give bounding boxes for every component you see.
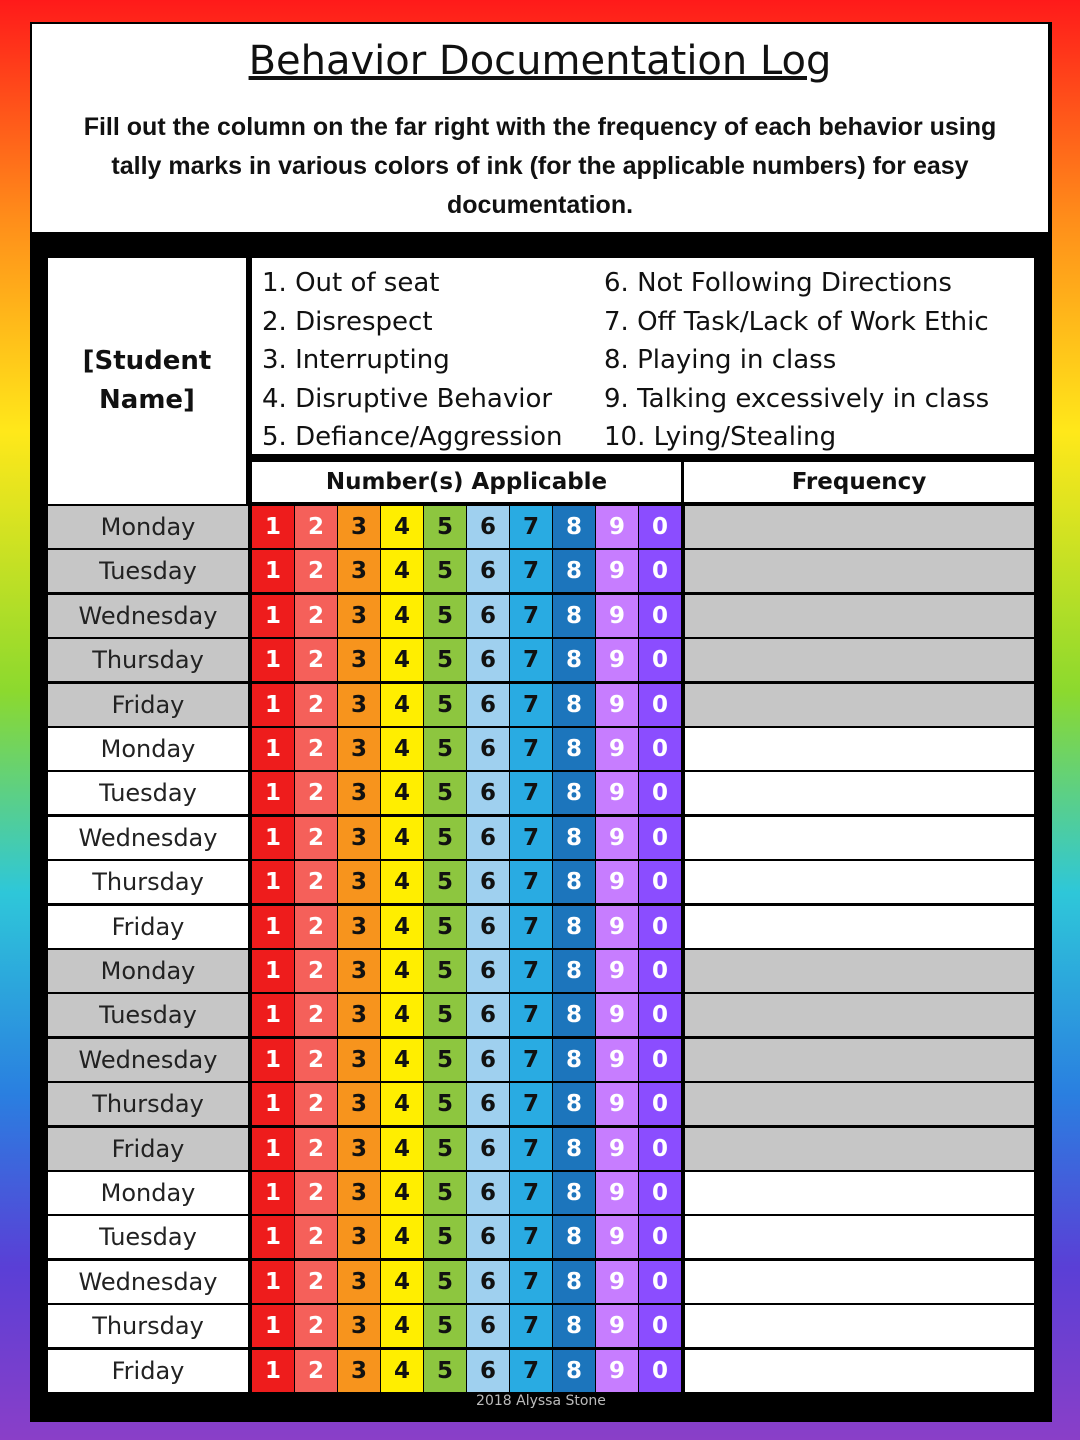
behavior-number-cell[interactable]: 7 bbox=[510, 1305, 552, 1347]
behavior-number-cell[interactable]: 1 bbox=[252, 550, 294, 592]
behavior-number-cell[interactable]: 9 bbox=[596, 506, 638, 548]
frequency-cell[interactable] bbox=[685, 1083, 1034, 1125]
behavior-number-cell[interactable]: 4 bbox=[381, 950, 423, 992]
behavior-item: 9. Talking excessively in class bbox=[604, 383, 990, 414]
behavior-number-cell[interactable]: 1 bbox=[252, 595, 294, 637]
behavior-number-cell[interactable]: 0 bbox=[639, 1128, 681, 1170]
behavior-number-cell[interactable]: 5 bbox=[424, 1172, 466, 1214]
behavior-number-cell[interactable]: 9 bbox=[596, 1216, 638, 1258]
day-label: Monday bbox=[48, 1172, 248, 1214]
behavior-number-cell[interactable]: 4 bbox=[381, 684, 423, 726]
behavior-number-cell[interactable]: 1 bbox=[252, 994, 294, 1036]
behavior-number-cell[interactable]: 3 bbox=[338, 506, 380, 548]
behavior-number-cell[interactable]: 3 bbox=[338, 639, 380, 681]
behavior-number-cell[interactable]: 8 bbox=[553, 506, 595, 548]
behavior-number-cell[interactable]: 6 bbox=[467, 1261, 509, 1303]
behavior-number-cell[interactable]: 2 bbox=[295, 506, 337, 548]
frequency-cell[interactable] bbox=[685, 639, 1034, 681]
day-label: Friday bbox=[48, 1128, 248, 1170]
day-label: Thursday bbox=[48, 861, 248, 903]
behavior-number-cell[interactable]: 8 bbox=[553, 861, 595, 903]
behavior-number-cell[interactable]: 2 bbox=[295, 1350, 337, 1392]
behavior-number-cell[interactable]: 2 bbox=[295, 684, 337, 726]
behavior-number-cell[interactable]: 8 bbox=[553, 595, 595, 637]
behavior-number-cell[interactable]: 9 bbox=[596, 728, 638, 770]
behavior-number-cell[interactable]: 6 bbox=[467, 1039, 509, 1081]
behavior-number-cell[interactable]: 5 bbox=[424, 772, 466, 814]
behavior-number-cell[interactable]: 7 bbox=[510, 639, 552, 681]
student-name-cell[interactable] bbox=[48, 258, 246, 504]
frequency-cell[interactable] bbox=[685, 906, 1034, 948]
behavior-number-cell[interactable]: 8 bbox=[553, 1083, 595, 1125]
behavior-number-cell[interactable]: 4 bbox=[381, 772, 423, 814]
frequency-cell[interactable] bbox=[685, 950, 1034, 992]
behavior-number-cell[interactable]: 9 bbox=[596, 1261, 638, 1303]
behavior-number-cell[interactable]: 2 bbox=[295, 550, 337, 592]
behavior-number-cell[interactable]: 3 bbox=[338, 1216, 380, 1258]
behavior-number-cell[interactable]: 7 bbox=[510, 772, 552, 814]
behavior-item: 6. Not Following Directions bbox=[604, 268, 952, 298]
behavior-number-cell[interactable]: 7 bbox=[510, 1083, 552, 1125]
behavior-number-cell[interactable]: 7 bbox=[510, 1216, 552, 1258]
behavior-number-cell[interactable]: 3 bbox=[338, 950, 380, 992]
behavior-number-cell[interactable]: 4 bbox=[381, 595, 423, 637]
behavior-number-cell[interactable]: 0 bbox=[639, 506, 681, 548]
behavior-number-cell[interactable]: 0 bbox=[639, 1039, 681, 1081]
behavior-number-cell[interactable]: 9 bbox=[596, 1039, 638, 1081]
behavior-number-cell[interactable]: 6 bbox=[467, 906, 509, 948]
legend-column-left bbox=[262, 264, 563, 457]
behavior-number-cell[interactable]: 6 bbox=[467, 1128, 509, 1170]
behavior-number-cell[interactable]: 1 bbox=[252, 1261, 294, 1303]
behavior-number-cell[interactable]: 1 bbox=[252, 1216, 294, 1258]
behavior-number-cell[interactable]: 8 bbox=[553, 817, 595, 859]
behavior-number-cell[interactable]: 2 bbox=[295, 728, 337, 770]
behavior-number-cell[interactable]: 8 bbox=[553, 950, 595, 992]
behavior-number-cell[interactable]: 8 bbox=[553, 1305, 595, 1347]
behavior-item: 2. Disrespect bbox=[262, 306, 433, 337]
day-label: Monday bbox=[48, 506, 248, 548]
behavior-number-cell[interactable]: 1 bbox=[252, 506, 294, 548]
day-label: Wednesday bbox=[48, 1261, 248, 1303]
behavior-number-cell[interactable]: 9 bbox=[596, 1083, 638, 1125]
behavior-number-cell[interactable]: 5 bbox=[424, 994, 466, 1036]
behavior-number-cell[interactable]: 9 bbox=[596, 817, 638, 859]
behavior-number-cell[interactable]: 7 bbox=[510, 861, 552, 903]
behavior-number-cell[interactable]: 7 bbox=[510, 817, 552, 859]
behavior-number-cell[interactable]: 0 bbox=[639, 1083, 681, 1125]
day-label: Monday bbox=[48, 728, 248, 770]
behavior-number-cell[interactable]: 5 bbox=[424, 728, 466, 770]
frequency-cell[interactable] bbox=[685, 1172, 1034, 1214]
header-numbers-applicable: Number(s) Applicable bbox=[252, 462, 681, 502]
behavior-number-cell[interactable]: 0 bbox=[639, 906, 681, 948]
behavior-number-cell[interactable]: 5 bbox=[424, 684, 466, 726]
day-label: Tuesday bbox=[48, 550, 248, 592]
behavior-number-cell[interactable]: 4 bbox=[381, 906, 423, 948]
behavior-number-cell[interactable]: 8 bbox=[553, 639, 595, 681]
instructions-text: Fill out the column on the far right with the frequency of each behavior using tally marks in various colors of ink (for the applicable numbers) for easy documentation. bbox=[83, 113, 997, 219]
behavior-number-cell[interactable]: 5 bbox=[424, 1261, 466, 1303]
behavior-item: 3. Interrupting bbox=[262, 345, 450, 375]
frequency-cell[interactable] bbox=[685, 1350, 1034, 1392]
legend-column-right bbox=[604, 264, 989, 457]
behavior-number-cell[interactable]: 2 bbox=[295, 1172, 337, 1214]
behavior-number-cell[interactable]: 0 bbox=[639, 639, 681, 681]
behavior-number-cell[interactable]: 7 bbox=[510, 550, 552, 592]
behavior-number-cell[interactable]: 3 bbox=[338, 550, 380, 592]
behavior-number-cell[interactable]: 8 bbox=[553, 1039, 595, 1081]
behavior-number-cell[interactable]: 0 bbox=[639, 1216, 681, 1258]
behavior-number-cell[interactable]: 8 bbox=[553, 772, 595, 814]
behavior-number-cell[interactable]: 5 bbox=[424, 906, 466, 948]
frequency-cell[interactable] bbox=[685, 1039, 1034, 1081]
behavior-number-cell[interactable]: 5 bbox=[424, 1083, 466, 1125]
behavior-number-cell[interactable]: 6 bbox=[467, 595, 509, 637]
behavior-item: 5. Defiance/Aggression bbox=[262, 422, 563, 452]
frequency-cell[interactable] bbox=[685, 994, 1034, 1036]
behavior-number-cell[interactable]: 6 bbox=[467, 1172, 509, 1214]
behavior-number-cell[interactable]: 5 bbox=[424, 550, 466, 592]
behavior-number-cell[interactable]: 2 bbox=[295, 817, 337, 859]
behavior-number-cell[interactable]: 7 bbox=[510, 994, 552, 1036]
behavior-number-cell[interactable]: 6 bbox=[467, 728, 509, 770]
frequency-cell[interactable] bbox=[685, 772, 1034, 814]
behavior-number-cell[interactable]: 0 bbox=[639, 950, 681, 992]
behavior-item: 10. Lying/Stealing bbox=[604, 422, 837, 452]
behavior-number-cell[interactable]: 2 bbox=[295, 1261, 337, 1303]
behavior-number-cell[interactable]: 3 bbox=[338, 1083, 380, 1125]
behavior-number-cell[interactable]: 1 bbox=[252, 1039, 294, 1081]
behavior-number-cell[interactable]: 3 bbox=[338, 1128, 380, 1170]
behavior-number-cell[interactable]: 5 bbox=[424, 639, 466, 681]
day-label: Friday bbox=[48, 906, 248, 948]
behavior-number-cell[interactable]: 7 bbox=[510, 684, 552, 726]
behavior-number-cell[interactable]: 9 bbox=[596, 772, 638, 814]
behavior-number-cell[interactable]: 6 bbox=[467, 994, 509, 1036]
behavior-number-cell[interactable]: 3 bbox=[338, 684, 380, 726]
behavior-number-cell[interactable]: 7 bbox=[510, 950, 552, 992]
frequency-cell[interactable] bbox=[685, 506, 1034, 548]
behavior-log-sheet bbox=[30, 22, 1052, 1422]
behavior-number-cell[interactable]: 6 bbox=[467, 1350, 509, 1392]
behavior-number-cell[interactable]: 8 bbox=[553, 728, 595, 770]
behavior-number-cell[interactable]: 1 bbox=[252, 1128, 294, 1170]
behavior-number-cell[interactable]: 0 bbox=[639, 550, 681, 592]
behavior-number-cell[interactable]: 4 bbox=[381, 994, 423, 1036]
day-label: Wednesday bbox=[48, 595, 248, 637]
header-box bbox=[32, 24, 1048, 232]
behavior-number-cell[interactable]: 8 bbox=[553, 994, 595, 1036]
behavior-number-cell[interactable]: 6 bbox=[467, 772, 509, 814]
behavior-number-cell[interactable]: 9 bbox=[596, 994, 638, 1036]
behavior-number-cell[interactable]: 0 bbox=[639, 1305, 681, 1347]
behavior-number-cell[interactable]: 7 bbox=[510, 1039, 552, 1081]
behavior-number-cell[interactable]: 0 bbox=[639, 772, 681, 814]
behavior-item: 8. Playing in class bbox=[604, 345, 837, 375]
behavior-number-cell[interactable]: 1 bbox=[252, 950, 294, 992]
behavior-item: 4. Disruptive Behavior bbox=[262, 383, 553, 414]
behavior-number-cell[interactable]: 2 bbox=[295, 1039, 337, 1081]
behavior-number-cell[interactable]: 9 bbox=[596, 550, 638, 592]
behavior-number-cell[interactable]: 5 bbox=[424, 1128, 466, 1170]
frequency-cell[interactable] bbox=[685, 1216, 1034, 1258]
behavior-number-cell[interactable]: 3 bbox=[338, 994, 380, 1036]
behavior-number-cell[interactable]: 6 bbox=[467, 861, 509, 903]
frequency-cell[interactable] bbox=[685, 550, 1034, 592]
day-label: Friday bbox=[48, 684, 248, 726]
behavior-number-cell[interactable]: 3 bbox=[338, 728, 380, 770]
behavior-number-cell[interactable]: 5 bbox=[424, 950, 466, 992]
behavior-number-cell[interactable]: 3 bbox=[338, 772, 380, 814]
behavior-number-cell[interactable]: 9 bbox=[596, 1128, 638, 1170]
behavior-number-cell[interactable]: 4 bbox=[381, 1216, 423, 1258]
behavior-number-cell[interactable]: 6 bbox=[467, 1305, 509, 1347]
behavior-number-cell[interactable]: 2 bbox=[295, 639, 337, 681]
frequency-cell[interactable] bbox=[685, 1128, 1034, 1170]
behavior-number-cell[interactable]: 2 bbox=[295, 1305, 337, 1347]
behavior-number-cell[interactable]: 0 bbox=[639, 1350, 681, 1392]
behavior-number-cell[interactable]: 2 bbox=[295, 1083, 337, 1125]
behavior-number-cell[interactable]: 7 bbox=[510, 1172, 552, 1214]
behavior-number-cell[interactable]: 4 bbox=[381, 550, 423, 592]
behavior-number-cell[interactable]: 6 bbox=[467, 817, 509, 859]
day-label: Thursday bbox=[48, 1083, 248, 1125]
behavior-number-cell[interactable]: 7 bbox=[510, 595, 552, 637]
behavior-number-cell[interactable]: 9 bbox=[596, 1172, 638, 1214]
behavior-number-cell[interactable]: 3 bbox=[338, 1039, 380, 1081]
behavior-number-cell[interactable]: 0 bbox=[639, 861, 681, 903]
behavior-number-cell[interactable]: 2 bbox=[295, 994, 337, 1036]
behavior-number-cell[interactable]: 5 bbox=[424, 1350, 466, 1392]
behavior-number-cell[interactable]: 4 bbox=[381, 1128, 423, 1170]
behavior-number-cell[interactable]: 7 bbox=[510, 728, 552, 770]
behavior-number-cell[interactable]: 4 bbox=[381, 1350, 423, 1392]
behavior-number-cell[interactable]: 8 bbox=[553, 1350, 595, 1392]
behavior-number-cell[interactable]: 6 bbox=[467, 950, 509, 992]
behavior-number-cell[interactable]: 1 bbox=[252, 684, 294, 726]
behavior-number-cell[interactable]: 8 bbox=[553, 550, 595, 592]
behavior-number-cell[interactable]: 1 bbox=[252, 1305, 294, 1347]
behavior-number-cell[interactable]: 4 bbox=[381, 1083, 423, 1125]
behavior-number-cell[interactable]: 4 bbox=[381, 639, 423, 681]
behavior-number-cell[interactable]: 3 bbox=[338, 817, 380, 859]
behavior-number-cell[interactable]: 6 bbox=[467, 506, 509, 548]
behavior-item: 1. Out of seat bbox=[262, 268, 440, 298]
behavior-number-cell[interactable]: 1 bbox=[252, 1083, 294, 1125]
behavior-number-cell[interactable]: 8 bbox=[553, 684, 595, 726]
behavior-number-cell[interactable]: 7 bbox=[510, 506, 552, 548]
frequency-cell[interactable] bbox=[685, 595, 1034, 637]
behavior-number-cell[interactable]: 9 bbox=[596, 861, 638, 903]
behavior-number-cell[interactable]: 2 bbox=[295, 1216, 337, 1258]
behavior-number-cell[interactable]: 1 bbox=[252, 772, 294, 814]
behavior-number-cell[interactable]: 4 bbox=[381, 1172, 423, 1214]
behavior-number-cell[interactable]: 6 bbox=[467, 550, 509, 592]
behavior-number-cell[interactable]: 9 bbox=[596, 639, 638, 681]
behavior-legend bbox=[252, 258, 1034, 454]
behavior-number-cell[interactable]: 2 bbox=[295, 1128, 337, 1170]
page-title: Behavior Documentation Log bbox=[248, 38, 832, 84]
behavior-number-cell[interactable]: 4 bbox=[381, 506, 423, 548]
behavior-number-cell[interactable]: 2 bbox=[295, 861, 337, 903]
behavior-number-cell[interactable]: 0 bbox=[639, 817, 681, 859]
behavior-number-cell[interactable]: 8 bbox=[553, 906, 595, 948]
behavior-number-cell[interactable]: 4 bbox=[381, 728, 423, 770]
behavior-number-cell[interactable]: 1 bbox=[252, 1172, 294, 1214]
behavior-number-cell[interactable]: 3 bbox=[338, 595, 380, 637]
behavior-number-cell[interactable]: 6 bbox=[467, 684, 509, 726]
behavior-number-cell[interactable]: 1 bbox=[252, 639, 294, 681]
behavior-number-cell[interactable]: 9 bbox=[596, 950, 638, 992]
day-label: Monday bbox=[48, 950, 248, 992]
frequency-cell[interactable] bbox=[685, 817, 1034, 859]
behavior-number-cell[interactable]: 8 bbox=[553, 1172, 595, 1214]
day-label: Wednesday bbox=[48, 1039, 248, 1081]
behavior-number-cell[interactable]: 5 bbox=[424, 1216, 466, 1258]
behavior-number-cell[interactable]: 0 bbox=[639, 1172, 681, 1214]
day-label: Tuesday bbox=[48, 1216, 248, 1258]
behavior-number-cell[interactable]: 7 bbox=[510, 1128, 552, 1170]
behavior-number-cell[interactable]: 3 bbox=[338, 906, 380, 948]
behavior-number-cell[interactable]: 0 bbox=[639, 728, 681, 770]
behavior-number-cell[interactable]: 3 bbox=[338, 861, 380, 903]
behavior-number-cell[interactable]: 7 bbox=[510, 1350, 552, 1392]
behavior-number-cell[interactable]: 4 bbox=[381, 861, 423, 903]
frequency-cell[interactable] bbox=[685, 1305, 1034, 1347]
behavior-number-cell[interactable]: 4 bbox=[381, 1039, 423, 1081]
day-label: Friday bbox=[48, 1350, 248, 1392]
header-frequency: Frequency bbox=[684, 462, 1034, 502]
behavior-number-cell[interactable]: 3 bbox=[338, 1172, 380, 1214]
behavior-number-cell[interactable]: 6 bbox=[467, 639, 509, 681]
behavior-number-cell[interactable]: 0 bbox=[639, 1261, 681, 1303]
behavior-number-cell[interactable]: 6 bbox=[467, 1083, 509, 1125]
behavior-number-cell[interactable]: 5 bbox=[424, 1305, 466, 1347]
frequency-cell[interactable] bbox=[685, 861, 1034, 903]
behavior-number-cell[interactable]: 8 bbox=[553, 1216, 595, 1258]
behavior-number-cell[interactable]: 2 bbox=[295, 772, 337, 814]
behavior-number-cell[interactable]: 5 bbox=[424, 506, 466, 548]
behavior-number-cell[interactable]: 9 bbox=[596, 1350, 638, 1392]
behavior-number-cell[interactable]: 4 bbox=[381, 1305, 423, 1347]
behavior-number-cell[interactable]: 0 bbox=[639, 595, 681, 637]
behavior-number-cell[interactable]: 9 bbox=[596, 906, 638, 948]
behavior-number-cell[interactable]: 9 bbox=[596, 595, 638, 637]
behavior-number-cell[interactable]: 5 bbox=[424, 1039, 466, 1081]
day-label: Thursday bbox=[48, 639, 248, 681]
behavior-number-cell[interactable]: 0 bbox=[639, 684, 681, 726]
copyright-footer: 2018 Alyssa Stone bbox=[476, 1393, 606, 1409]
behavior-item: 7. Off Task/Lack of Work Ethic bbox=[604, 306, 989, 337]
behavior-number-cell[interactable]: 1 bbox=[252, 906, 294, 948]
behavior-number-cell[interactable]: 5 bbox=[424, 861, 466, 903]
student-name-label: [Student Name] bbox=[82, 346, 212, 415]
frequency-cell[interactable] bbox=[685, 728, 1034, 770]
day-label: Tuesday bbox=[48, 994, 248, 1036]
behavior-number-cell[interactable]: 4 bbox=[381, 1261, 423, 1303]
behavior-number-cell[interactable]: 5 bbox=[424, 595, 466, 637]
behavior-number-cell[interactable]: 1 bbox=[252, 1350, 294, 1392]
behavior-number-cell[interactable]: 6 bbox=[467, 1216, 509, 1258]
behavior-number-cell[interactable]: 7 bbox=[510, 906, 552, 948]
behavior-number-cell[interactable]: 7 bbox=[510, 1261, 552, 1303]
behavior-number-cell[interactable]: 0 bbox=[639, 994, 681, 1036]
frequency-cell[interactable] bbox=[685, 1261, 1034, 1303]
behavior-number-cell[interactable]: 2 bbox=[295, 595, 337, 637]
behavior-number-cell[interactable]: 2 bbox=[295, 906, 337, 948]
frequency-cell[interactable] bbox=[685, 684, 1034, 726]
behavior-number-cell[interactable]: 1 bbox=[252, 817, 294, 859]
behavior-number-cell[interactable]: 5 bbox=[424, 817, 466, 859]
day-label: Thursday bbox=[48, 1305, 248, 1347]
behavior-number-cell[interactable]: 8 bbox=[553, 1128, 595, 1170]
behavior-number-cell[interactable]: 1 bbox=[252, 728, 294, 770]
behavior-number-cell[interactable]: 3 bbox=[338, 1350, 380, 1392]
behavior-number-cell[interactable]: 2 bbox=[295, 950, 337, 992]
behavior-number-cell[interactable]: 9 bbox=[596, 1305, 638, 1347]
day-label: Wednesday bbox=[48, 817, 248, 859]
behavior-number-cell[interactable]: 9 bbox=[596, 684, 638, 726]
behavior-number-cell[interactable]: 3 bbox=[338, 1261, 380, 1303]
behavior-number-cell[interactable]: 3 bbox=[338, 1305, 380, 1347]
behavior-number-cell[interactable]: 8 bbox=[553, 1261, 595, 1303]
behavior-number-cell[interactable]: 4 bbox=[381, 817, 423, 859]
behavior-number-cell[interactable]: 1 bbox=[252, 861, 294, 903]
day-label: Tuesday bbox=[48, 772, 248, 814]
